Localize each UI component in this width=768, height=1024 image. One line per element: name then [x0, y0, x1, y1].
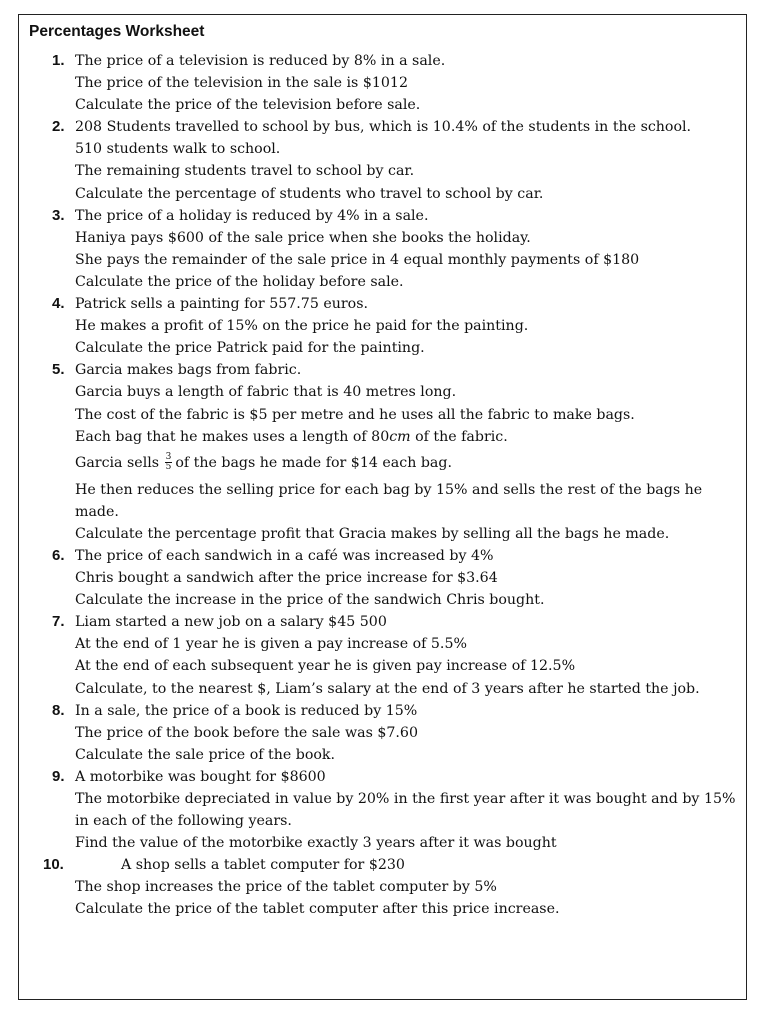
question-line: She pays the remainder of the sale price in 4 equal monthly payments of $180 — [75, 251, 640, 268]
question-line: The price of the book before the sale was $7.60 — [75, 724, 418, 741]
question-line: He then reduces the selling price for each bag by 15% and sells the rest of the bags he made. — [75, 481, 703, 520]
question-list — [29, 50, 739, 921]
question-number: 1. — [52, 52, 65, 69]
fraction-denominator: 5 — [165, 462, 172, 473]
question-line: 510 students walk to school. — [75, 141, 281, 158]
question-number: 7. — [52, 613, 65, 631]
question-line: Calculate, to the nearest $, Liam’s salary at the end of 3 years after he started the job. — [75, 680, 700, 697]
question-9 — [29, 766, 739, 854]
question-line: A motorbike was bought for $8600 — [75, 768, 326, 785]
question-number: 8. — [52, 701, 65, 719]
question-line: The remaining students travel to school by car. — [75, 163, 415, 180]
fraction — [165, 453, 173, 472]
question-10 — [29, 854, 739, 920]
worksheet-page — [18, 14, 747, 1000]
worksheet-title: Percentages Worksheet — [29, 23, 205, 40]
question-6 — [29, 545, 739, 611]
question-number: 10. — [43, 856, 64, 874]
question-text: Garcia sells — [75, 454, 164, 471]
question-line: The price of the television in the sale is $1012 — [75, 75, 408, 92]
question-line: In a sale, the price of a book is reduced by 15% — [75, 702, 418, 719]
fraction-numerator: 3 — [165, 452, 172, 463]
question-line: Liam started a new job on a salary $45 500 — [75, 614, 387, 631]
question-line: Calculate the increase in the price of the sandwich Chris bought. — [75, 592, 545, 609]
question-line: The motorbike depreciated in value by 20% in the first year after it was bought and by 15% in each of the following years. — [75, 791, 736, 830]
question-line: Calculate the price of the television before sale. — [75, 97, 421, 114]
question-line: The cost of the fabric is $5 per metre and he uses all the fabric to make bags. — [75, 406, 635, 423]
question-1 — [29, 50, 739, 116]
question-line: Calculate the percentage of students who travel to school by car. — [75, 185, 544, 202]
question-line: Find the value of the motorbike exactly 3 years after it was bought — [75, 835, 557, 852]
question-8 — [29, 700, 739, 766]
question-number: 6. — [52, 546, 65, 564]
question-number: 3. — [52, 206, 65, 224]
question-line: Garcia makes bags from fabric. — [75, 362, 302, 379]
question-line: At the end of each subsequent year he is given pay increase of 12.5% — [75, 658, 576, 675]
question-line: Chris bought a sandwich after the price increase for $3.64 — [75, 570, 498, 587]
question-line: Patrick sells a painting for 557.75 euros. — [75, 296, 369, 313]
question-line: Haniya pays $600 of the sale price when she books the holiday. — [75, 229, 531, 246]
question-line: At the end of 1 year he is given a pay increase of 5.5% — [75, 636, 467, 653]
question-number: 5. — [52, 361, 65, 379]
question-line: The price of each sandwich in a café was increased by 4% — [75, 547, 494, 564]
question-line: The price of a television is reduced by 8% in a sale. — [75, 53, 446, 69]
question-5 — [29, 359, 739, 545]
question-line: Calculate the sale price of the book. — [75, 746, 336, 763]
question-line: He makes a profit of 15% on the price he paid for the painting. — [75, 318, 529, 335]
question-number: 9. — [52, 767, 65, 785]
question-4 — [29, 293, 739, 359]
question-line: Garcia buys a length of fabric that is 40 metres long. — [75, 384, 457, 401]
question-number: 4. — [52, 295, 65, 313]
question-7 — [29, 611, 739, 699]
question-line: Calculate the price of the tablet computer after this price increase. — [75, 901, 560, 918]
question-line: A shop sells a tablet computer for $230 — [121, 857, 405, 874]
question-line: Calculate the percentage profit that Gracia makes by selling all the bags he made. — [75, 525, 670, 542]
question-line — [75, 426, 739, 448]
question-text: of the bags he made for $14 each bag. — [175, 454, 452, 471]
question-text: of the fabric. — [410, 428, 508, 445]
question-line: 208 Students travelled to school by bus, which is 10.4% of the students in the school. — [75, 119, 692, 136]
question-line: Calculate the price of the holiday before sale. — [75, 273, 404, 290]
question-3 — [29, 205, 739, 293]
question-line: Calculate the price Patrick paid for the painting. — [75, 340, 425, 357]
question-line — [75, 448, 739, 479]
question-line: The shop increases the price of the tablet computer by 5% — [75, 879, 497, 896]
question-text: Each bag that he makes uses a length of 80 — [75, 428, 390, 445]
question-2 — [29, 116, 739, 204]
question-line: The price of a holiday is reduced by 4% in a sale. — [75, 207, 429, 224]
question-number: 2. — [52, 118, 65, 136]
unit-cm: cm — [389, 428, 411, 445]
